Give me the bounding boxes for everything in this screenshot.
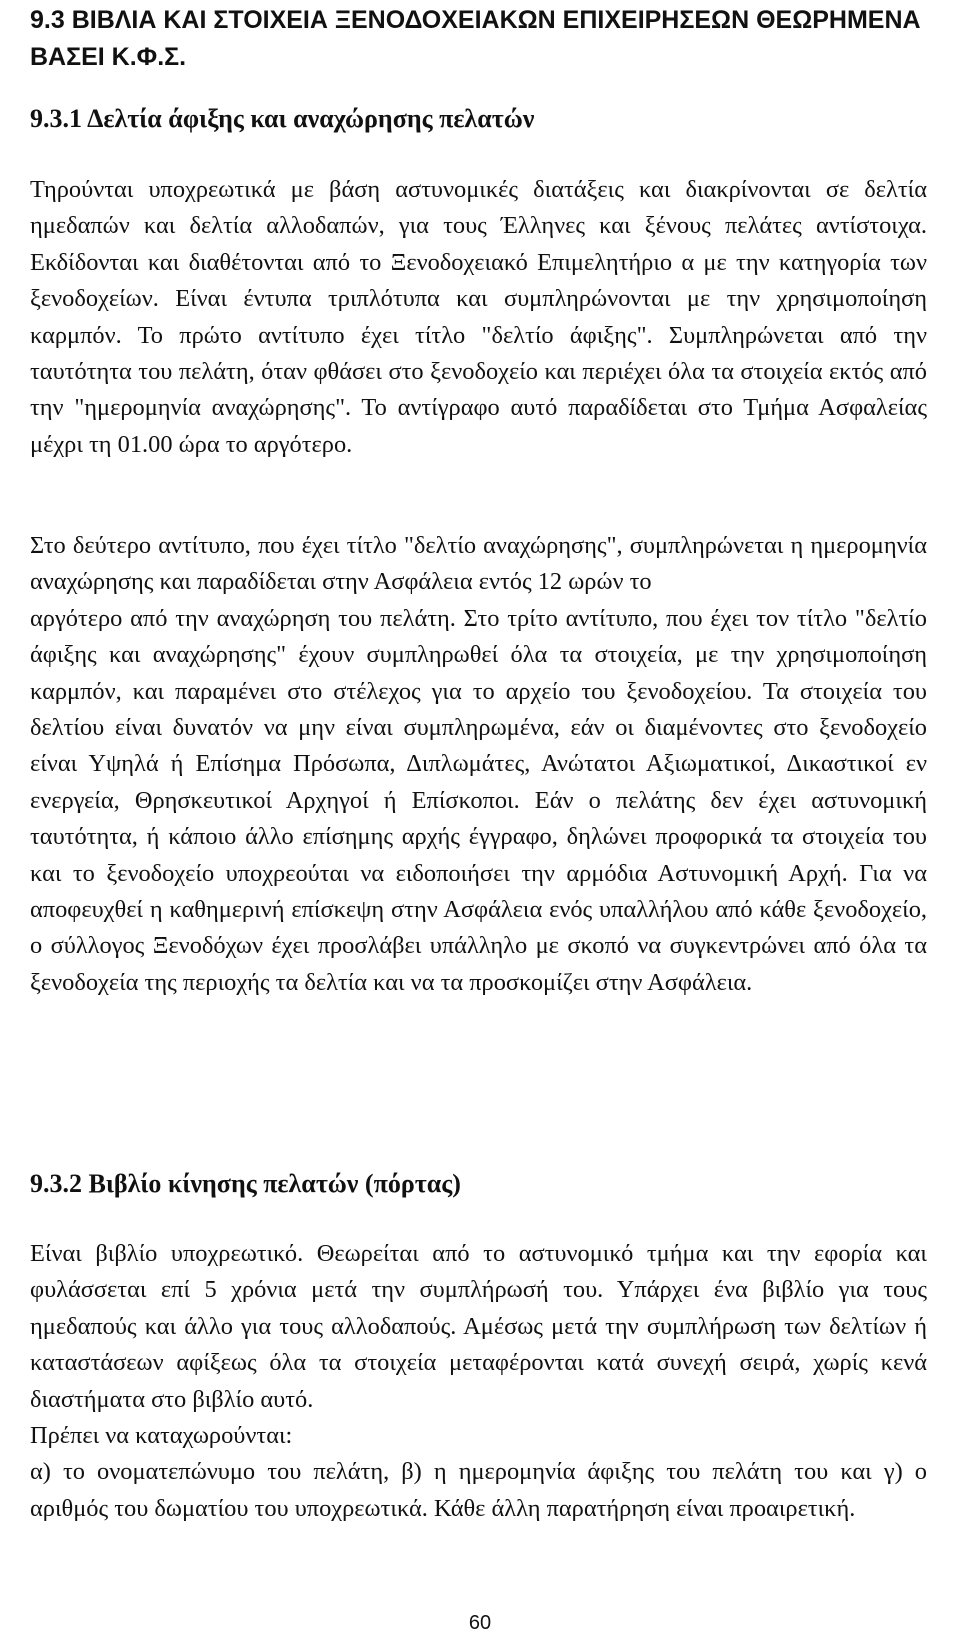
paragraph-departure-slips [30,528,927,1001]
paragraph-guest-book-requirements-label: Πρέπει να καταχωρούνται: [30,1422,293,1450]
paragraph-guest-book [30,1236,927,1527]
page-number: 60 [468,1612,492,1634]
paragraph-departure-slips-part-2: αργότερο από την αναχώρηση του πελάτη. Στο τρίτο αντίτυπο, που έχει τον τίτλο "δελτίο άφιξης και αναχώρησης" έχουν συμπληρωθεί όλα τα στοιχεία, με την χρησιμοποίηση καρμπόν, και παραμένει στο στέλεχος για το αρχείο του ξενοδοχείου. Τα στοιχεία του δελτίου είναι δυνατόν να μην είναι συμπληρωμένα, εάν οι διαμένοντες στο ξενοδοχείο είναι Υψηλά ή Επίσημα Πρόσωπα, Διπλωμάτες, Ανώτατοι Αξιωματικοί, Δικαστικοί εν ενεργεία, Θρησκευτικοί Αρχηγοί ή Επίσκοποι. Εάν ο πελάτης δεν έχει αστυνομική ταυτότητα, ή κάποιο άλλο επίσημης αρχής έγγραφο, δηλώνει προφορικά τα στοιχεία του και το ξενοδοχείο υποχρεούται να ειδοποιήσει την αρμόδια Αστυνομική Αρχή. Για να αποφευχθεί η καθημερινή επίσκεψη στην Ασφάλεια ενός υπαλλήλου από κάθε ξενοδοχείο, ο σύλλογος Ξενοδόχων έχει προσλάβει υπάλληλο με σκοπό να συγκεντρώνει από όλα τα ξενοδοχεία της περιοχής τα δελτία και να τα προσκομίζει στην Ασφάλεια. [30,604,927,996]
section-heading-arrival-departure-slips: 9.3.1 Δελτία άφιξης και αναχώρησης πελατών [30,104,535,133]
paragraph-departure-slips-part-1: Στο δεύτερο αντίτυπο, που έχει τίτλο "δελτίο αναχώρησης", συμπληρώνεται η ημερομηνία αναχώρησης και παραδίδεται στην Ασφάλεια εντός 12 ωρών το [30,532,927,596]
paragraph-arrival-slips: Τηρούνται υποχρεωτικά με βάση αστυνομικές διατάξεις και διακρίνονται σε δελτία ημεδαπών και δελτία αλλοδαπών, για τους Έλληνες και ξένους πελάτες αντίστοιχα. Εκδίδονται και διαθέτονται από το Ξενοδοχειακό Επιμελητήριο α με την κατηγορία των ξενοδοχείων. Είναι έντυπα τριπλότυπα και συμπληρώνονται με την χρησιμοποίηση καρμπόν. Το πρώτο αντίτυπο έχει τίτλο "δελτίο άφιξης". Συμπληρώνεται από την ταυτότητα του πελάτη, όταν φθάσει στο ξενοδοχείο και περιέχει όλα τα στοιχεία εκτός από την "ημερομηνία αναχώρησης". Το αντίγραφο αυτό παραδίδεται στο Τμήμα Ασφαλείας μέχρι τη 01.00 ώρα το αργότερο. [30,176,927,458]
paragraph-guest-book-intro: Είναι βιβλίο υποχρεωτικό. Θεωρείται από το αστυνομικό τμήμα και την εφορία και φυλάσσεται επί 5 χρόνια μετά την συμπλήρωσή του. Υπάρχει ένα βιβλίο για τους ημεδαπούς και άλλο για τους αλλοδαπούς. Αμέσως μετά την συμπλήρωση των δελτίων ή καταστάσεων αφίξεως όλα τα στοιχεία μεταφέρονται κατά συνεχή σειρά, χωρίς κενά διαστήματα στο βιβλίο αυτό. [30,1240,927,1413]
main-heading: 9.3 ΒΙΒΛΙΑ ΚΑΙ ΣΤΟΙΧΕΙΑ ΞΕΝΟΔΟΧΕΙΑΚΩΝ ΕΠΙΧΕΙΡΗΣΕΩΝ ΘΕΩΡΗΜΕΝΑ ΒΑΣΕΙ Κ.Φ.Σ. [30,6,921,71]
section-heading-guest-book: 9.3.2 Βιβλίο κίνησης πελατών (πόρτας) [30,1169,461,1198]
paragraph-guest-book-requirements: α) το ονοματεπώνυμο του πελάτη, β) η ημερομηνία άφιξης του πελάτη του και γ) ο αριθμός του δωματίου του υποχρεωτικά. Κάθε άλλη παρατήρηση είναι προαιρετική. [30,1458,927,1522]
